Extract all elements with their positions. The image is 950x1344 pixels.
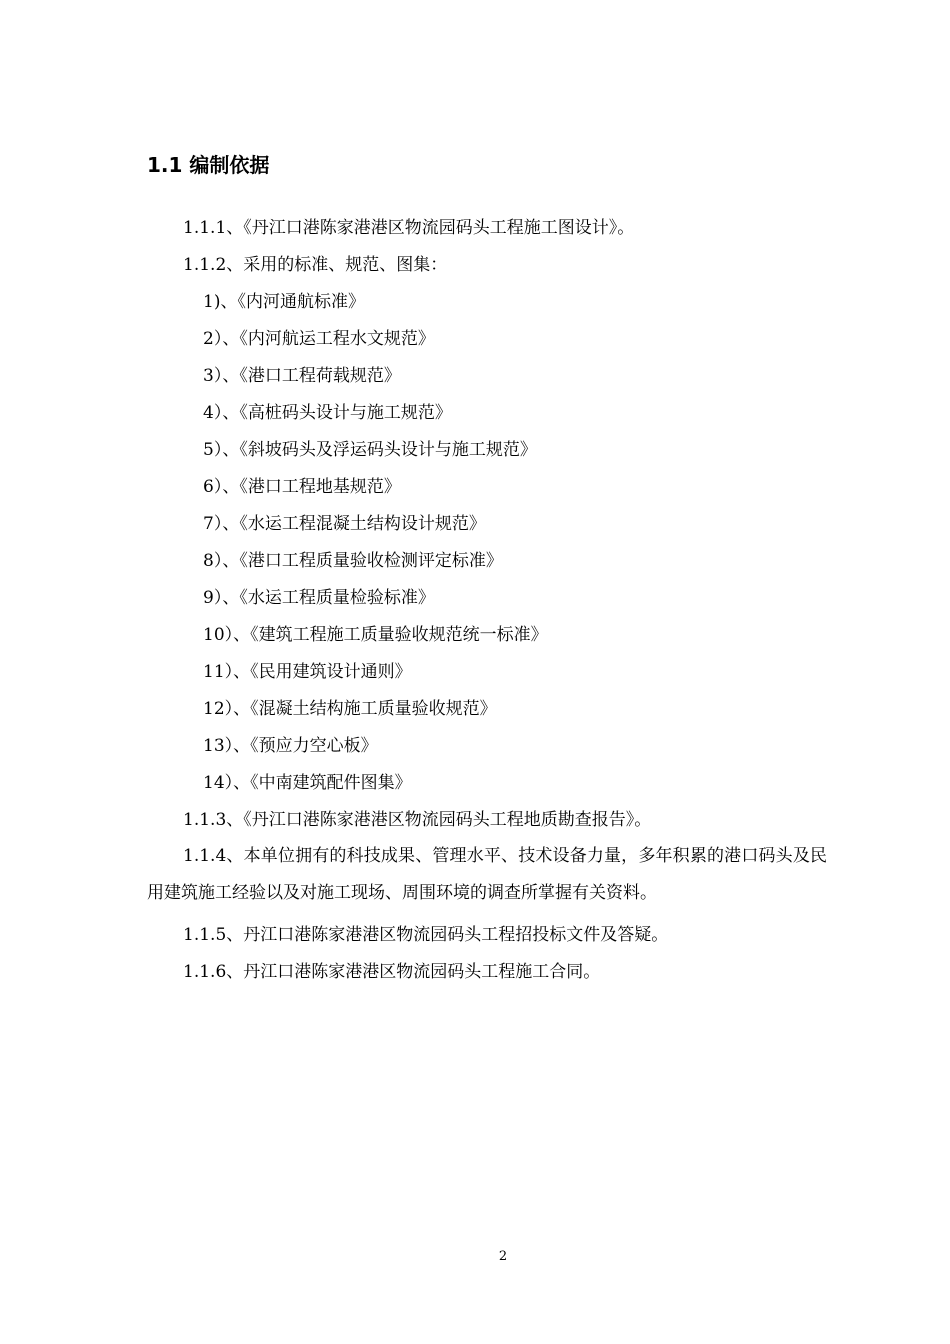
standard-item-3: 3）、《港口工程荷载规范》: [203, 366, 401, 386]
basis-item-1: 1.1.1、《丹江口港陈家港港区物流园码头工程施工图设计》。: [183, 218, 635, 238]
basis-item-2: 1.1.2、采用的标准、规范、图集：: [183, 255, 448, 275]
standard-item-11: 11）、《民用建筑设计通则》: [203, 662, 412, 682]
section-heading: 1.1 编制依据: [147, 153, 270, 177]
standard-item-8: 8）、《港口工程质量验收检测评定标准》: [203, 551, 503, 571]
standard-item-12: 12）、《混凝土结构施工质量验收规范》: [203, 699, 497, 719]
standard-item-7: 7）、《水运工程混凝土结构设计规范》: [203, 514, 486, 534]
standard-item-4: 4）、《高桩码头设计与施工规范》: [203, 403, 452, 423]
standard-item-9: 9）、《水运工程质量检验标准》: [203, 588, 435, 608]
basis-item-3: 1.1.3、《丹江口港陈家港港区物流园码头工程地质勘查报告》。: [183, 810, 652, 830]
standard-item-13: 13）、《预应力空心板》: [203, 736, 378, 756]
standard-item-2: 2）、《内河航运工程水文规范》: [203, 329, 435, 349]
standard-item-1: 1)、《内河通航标准》: [203, 292, 365, 312]
standard-item-10: 10）、《建筑工程施工质量验收规范统一标准》: [203, 625, 548, 645]
standard-item-5: 5）、《斜坡码头及浮运码头设计与施工规范》: [203, 440, 537, 460]
basis-item-4: 1.1.4、本单位拥有的科技成果、管理水平、技术设备力量，多年积累的港口码头及民用建筑施工经验以及对施工现场、周围环境的调查所掌握有关资料。: [147, 846, 827, 903]
page-number: 2: [498, 1249, 508, 1264]
basis-item-5: 1.1.5、丹江口港陈家港港区物流园码头工程招投标文件及答疑。: [183, 925, 669, 945]
basis-item-6: 1.1.6、丹江口港陈家港港区物流园码头工程施工合同。: [183, 962, 601, 982]
standard-item-14: 14）、《中南建筑配件图集》: [203, 773, 412, 793]
standard-item-6: 6）、《港口工程地基规范》: [203, 477, 401, 497]
